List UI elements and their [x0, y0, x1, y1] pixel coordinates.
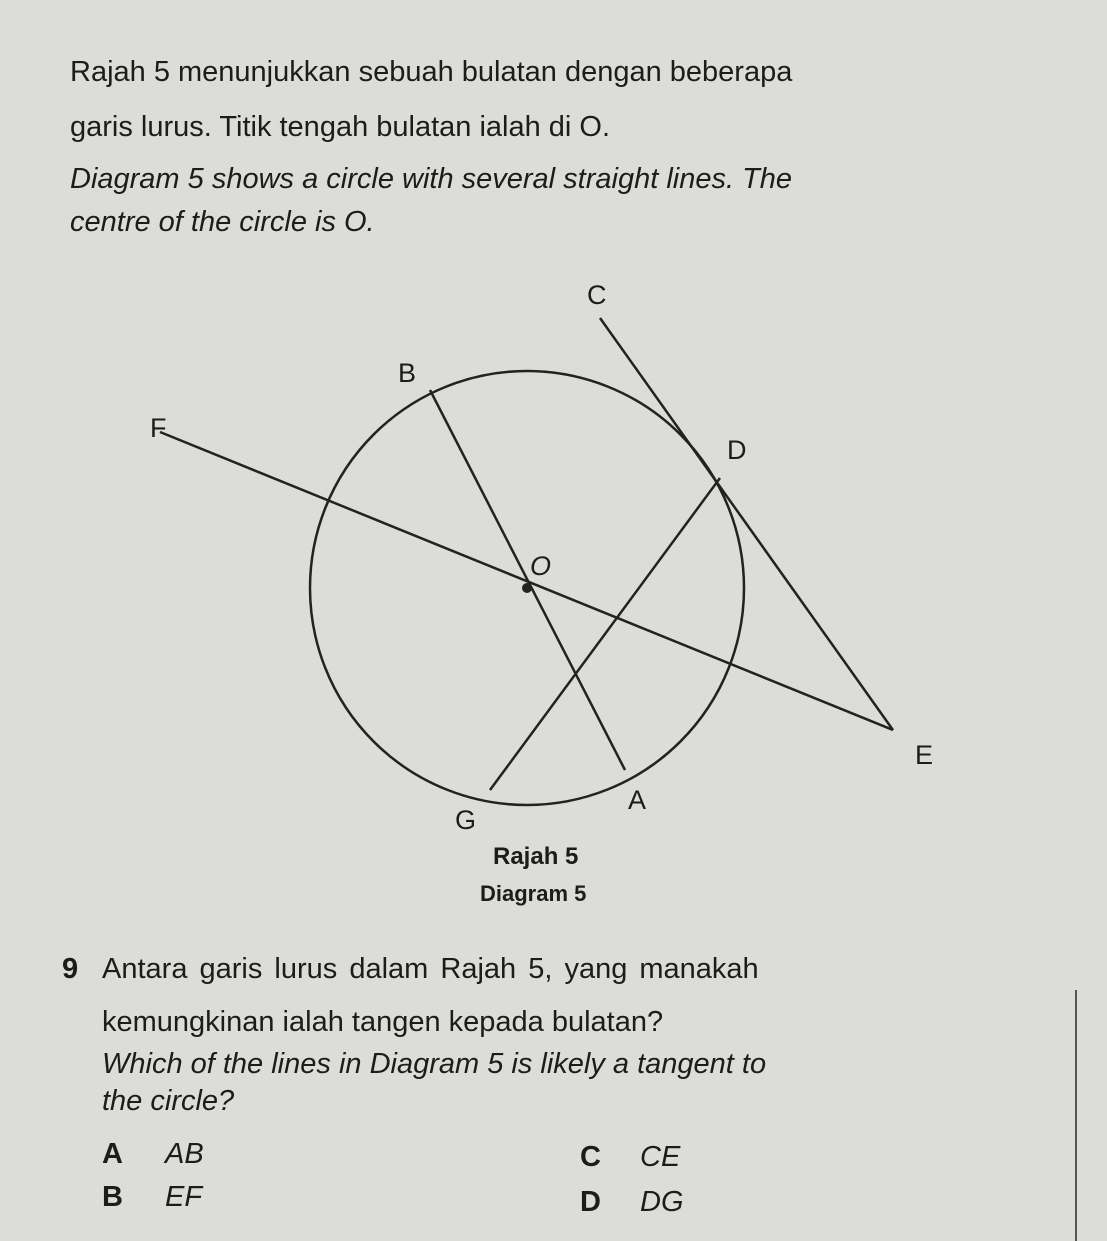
line-dg: [490, 478, 720, 790]
question-en-line2: the circle?: [102, 1085, 235, 1117]
question-en-line1: Which of the lines in Diagram 5 is likely a tangent to: [102, 1048, 767, 1080]
question-number: 9: [62, 953, 79, 985]
label-e: E: [915, 740, 934, 770]
line-ba: [430, 390, 625, 770]
label-o: O: [530, 551, 552, 581]
option-c-text: CE: [640, 1141, 681, 1173]
label-g: G: [455, 805, 477, 835]
intro-en-line1: Diagram 5 shows a circle with several straight lines. The: [70, 163, 793, 195]
centre-point-o: [522, 583, 532, 593]
label-f: F: [150, 413, 167, 443]
question-ms-line1: Antara garis lurus dalam Rajah 5, yang manakah: [102, 953, 759, 985]
option-d-letter: D: [580, 1186, 601, 1218]
question-ms-line2: kemungkinan ialah tangen kepada bulatan?: [102, 1006, 664, 1038]
option-b-text: EF: [165, 1181, 203, 1213]
caption-ms: Rajah 5: [493, 843, 579, 870]
option-a-letter: A: [102, 1138, 123, 1170]
intro-ms-line2: garis lurus. Titik tengah bulatan ialah di O.: [70, 111, 611, 143]
intro-en-line2: centre of the circle is O.: [70, 206, 375, 238]
option-c-letter: C: [580, 1141, 601, 1173]
line-fe: [160, 432, 893, 730]
label-b: B: [398, 358, 417, 388]
line-ce: [600, 318, 893, 730]
option-b-letter: B: [102, 1181, 123, 1213]
page-edge-divider: [1075, 990, 1077, 1241]
caption-en: Diagram 5: [480, 881, 587, 906]
label-c: C: [587, 280, 607, 310]
option-d-text: DG: [640, 1186, 684, 1218]
label-a: A: [628, 785, 647, 815]
label-d: D: [727, 435, 747, 465]
intro-ms-line1: Rajah 5 menunjukkan sebuah bulatan dengan beberapa: [70, 56, 793, 88]
option-a-text: AB: [165, 1138, 204, 1170]
